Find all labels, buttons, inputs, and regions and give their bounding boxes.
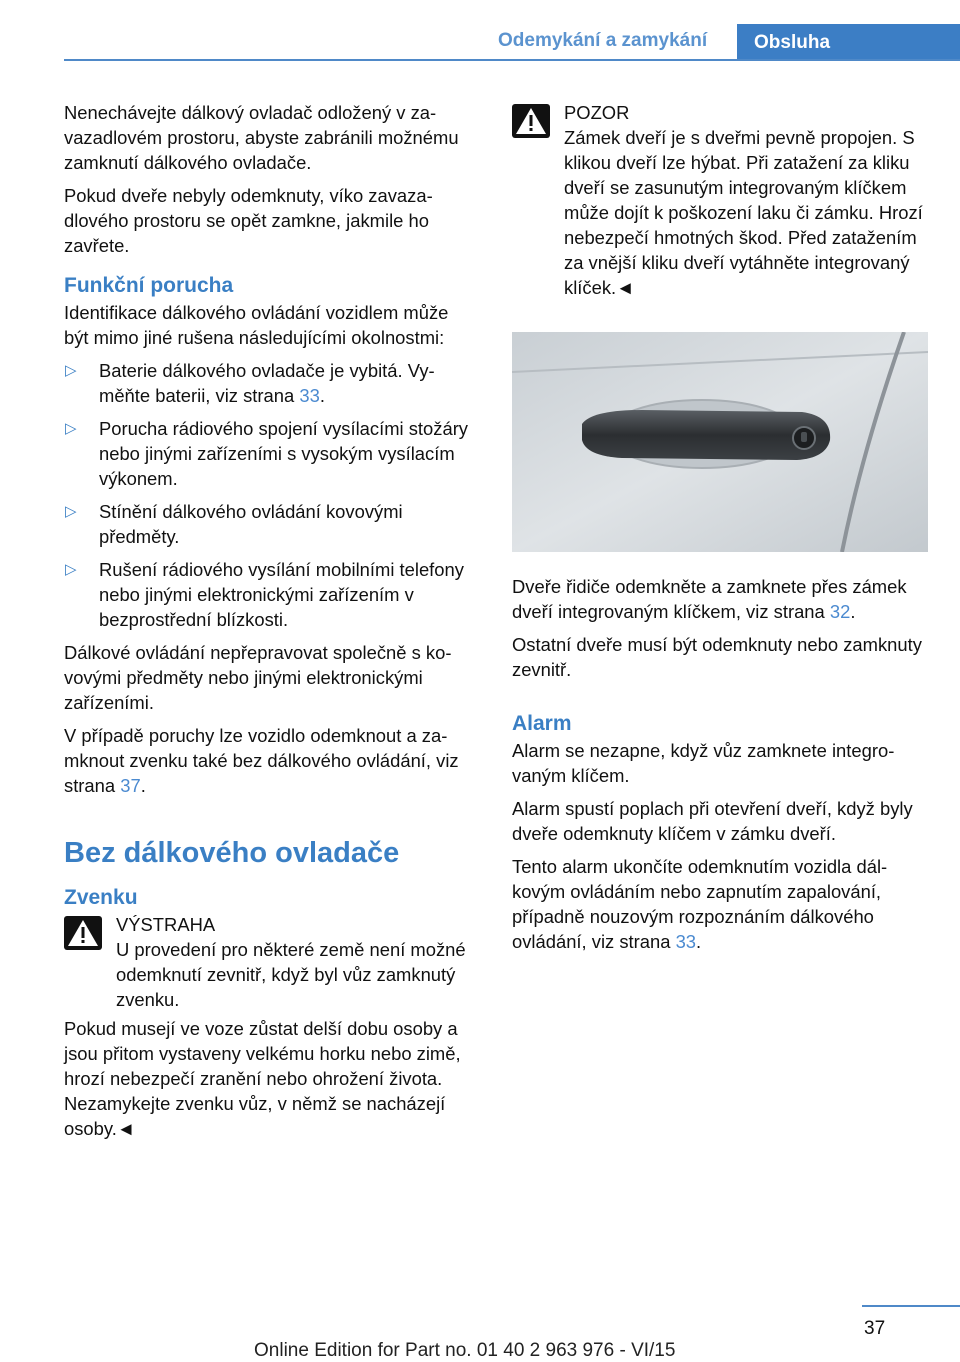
heading-outside: Zvenku	[64, 886, 138, 909]
list-item: ▷ Baterie dálkového ovladače je vybitá. Vyměňte baterii, viz strana 33.	[65, 360, 435, 406]
warning-icon	[64, 916, 102, 950]
paragraph: Alarm se nezapne, když vůz zamknete integrovaným klíčem.	[512, 740, 895, 786]
right-column	[512, 100, 930, 962]
page-link[interactable]: 33	[675, 931, 697, 952]
list-item: ▷ Stínění dálkového ovládání kovovými předměty.	[65, 501, 403, 547]
paragraph: Nenechávejte dálkový ovladač odložený v zavazadlovém prostoru, abyste zabránili možnému zamknutí dálkového ovladače.	[64, 102, 459, 173]
page-link[interactable]: 33	[299, 385, 320, 406]
warning-title: VÝSTRAHA	[116, 914, 216, 935]
caution-box	[512, 100, 930, 300]
triangle-bullet-icon: ▷	[65, 503, 77, 520]
fault-list	[64, 358, 476, 632]
footer-rule	[862, 1305, 960, 1307]
paragraph: V případě poruchy lze vozidlo odemknout a zamknout zvenku také bez dálkového ovládání, viz strana 37.	[64, 725, 459, 796]
triangle-bullet-icon: ▷	[65, 420, 77, 437]
paragraph: Dveře řidiče odemkněte a zamknete přes zámek dveří integrovaným klíčkem, viz strana 32.	[512, 576, 907, 622]
warning-icon	[512, 104, 550, 138]
paragraph: Pokud musejí ve voze zůstat delší dobu osoby a jsou přitom vystaveny velkému horku nebo zimě, hrozí nebezpečí zranění nebo ohrožení života. Nezamykejte zvenku vůz, v němž se nacházejí osoby.◄	[64, 1018, 461, 1139]
list-item: ▷ Rušení rádiového vysílání mobilními telefony nebo jinými elektronickými zařízením v bezprostřední blízkosti.	[65, 559, 464, 630]
page-link[interactable]: 37	[120, 775, 141, 796]
caution-title: POZOR	[564, 102, 630, 123]
door-handle-photo	[512, 332, 928, 552]
paragraph: Alarm spustí poplach při otevření dveří, když byly dveře odemknuty klíčem v zámku dveří.	[512, 798, 913, 844]
paragraph: Tento alarm ukončíte odemknutím vozidla dálkovým ovládáním nebo zapnutím zapalování, případně nouzovým rozpoznáním dálkového ovládání, viz strana 33.	[512, 856, 888, 952]
header-chapter-tab: Obsluha	[737, 24, 960, 61]
triangle-bullet-icon: ▷	[65, 362, 77, 379]
heading-functional-fault: Funkční porucha	[64, 274, 234, 297]
header-rule	[64, 59, 960, 61]
left-column	[64, 100, 476, 1149]
triangle-bullet-icon: ▷	[65, 561, 77, 578]
heading-without-remote: Bez dálkového ovladače	[64, 837, 400, 869]
header-section-title: Odemykání a zamykání	[498, 30, 708, 51]
page-number: 37	[864, 1318, 886, 1339]
paragraph: Dálkové ovládání nepřepravovat společně s kovovými předměty nebo jinými elektronickými zařízeními.	[64, 642, 452, 713]
page-link[interactable]: 32	[829, 601, 851, 622]
paragraph: Pokud dveře nebyly odemknuty, víko zavazadlového prostoru se opět zamkne, jakmile ho zavřete.	[64, 185, 433, 256]
list-item: ▷ Porucha rádiového spojení vysílacími stožáry nebo jinými zařízeními s vysokým vysílacím výkonem.	[65, 418, 469, 489]
paragraph: Ostatní dveře musí být odemknuty nebo zamknuty zevnitř.	[512, 634, 922, 680]
warning-text: U provedení pro některé země není možné odemknutí zevnitř, když byl vůz zamknutý zvenku.	[116, 939, 466, 1010]
caution-text: Zámek dveří je s dveřmi pevně propojen. S klikou dveří lze hýbat. Při zatažení za kliku dveří se zasunutým integrovaným klíčkem může dojít k poškození laku či zámku. Hrozí nebezpečí hmotných škod. Před zatažením za vnější kliku dveří vytáhněte integrovaný klíček.◄	[564, 127, 923, 298]
heading-alarm: Alarm	[512, 712, 572, 735]
edition-note: Online Edition for Part no. 01 40 2 963 976 - VI/15	[254, 1340, 676, 1361]
paragraph: Identifikace dálkového ovládání vozidlem může být mimo jiné rušena následujícími okolnostmi:	[64, 302, 449, 348]
warning-box	[64, 912, 476, 1012]
